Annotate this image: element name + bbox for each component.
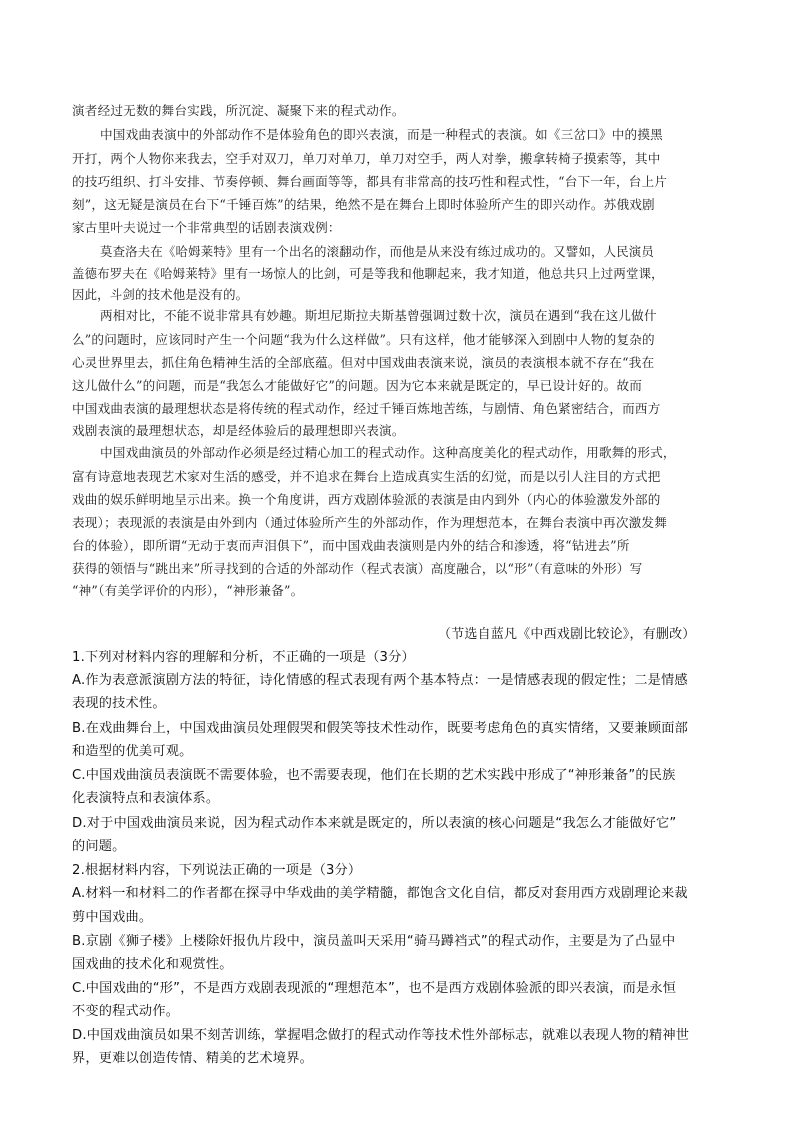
option-b: B.在戏曲舞台上，中国戏曲演员处理假哭和假笑等技术性动作，既要考虑角色的真实情绪，又要兼顾面部: [72, 721, 689, 736]
quote-line: 因此，斗剑的技术他是没有的。: [72, 287, 249, 302]
option-a: A.作为表意派演剧方法的特征，诗化情感的程式表现有两个基本特点：一是情感表现的假定性；二是情感: [72, 673, 688, 688]
option-c-continued: 化表演特点和表演体系。: [72, 791, 220, 806]
option-b-continued: 和造型的优美可观。: [72, 744, 193, 759]
passage-line: 中国戏曲表演的最理想状态是将传统的程式动作，经过千锤百炼地苦练，与剧情、角色紧密结合，而西方: [72, 401, 661, 416]
option-a-continued: 表现的技术性。: [72, 696, 166, 711]
option-d: D.中国戏曲演员如果不刻苦训练，掌握唱念做打的程式动作等技术性外部标志，就难以表现人物的精神世: [72, 1028, 690, 1043]
passage-line: 么”的问题时，应该同时产生一个问题“我为什么这样做”。只有这样，他才能够深入到剧中人物的复杂的: [72, 332, 655, 347]
passage-line: 戏剧表演的最理想状态，却是经体验后的最理想即兴表演。: [72, 423, 405, 438]
passage-line: 表现）；表现派的表演是由外到内（通过体验所产生的外部动作，作为理想范本，在舞台表演中再次激发舞: [72, 515, 668, 530]
passage-line: 获得的领悟与“跳出来”所寻找到的合适的外部动作（程式表演）高度融合，以“形”（有意味的外形）写: [72, 561, 643, 576]
passage-line: 富有诗意地表现艺术家对生活的感受，并不追求在舞台上造成真实生活的幻觉，而是以引人注目的方式把: [72, 469, 661, 484]
passage-line: 中国戏曲演员的外部动作必须是经过精心加工的程式动作。这种高度美化的程式动作，用歌舞的形式，: [100, 445, 676, 460]
option-a: A.材料一和材料二的作者都在探寻中华戏曲的美学精髓，都饱含文化自信，都反对套用西方戏剧理论来裁: [72, 886, 688, 901]
passage-line: 演者经过无数的舞台实践，所沉淀、凝聚下来的程式动作。: [72, 103, 405, 118]
option-b-continued: 国戏曲的技术化和观赏性。: [72, 957, 233, 972]
option-c-continued: 不变的程式动作。: [72, 1004, 180, 1019]
source-citation: （节选自蓝凡《中西戏剧比较论》，有删改）: [438, 627, 696, 642]
passage-line: 戏曲的娱乐鲜明地呈示出来。换一个角度讲，西方戏剧体验派的表演是由内到外（内心的体验激发外部的: [72, 492, 661, 507]
question-stem: 2.根据材料内容，下列说法正确的一项是（3分）: [72, 863, 362, 878]
passage-line: “神”（有美学评价的内形），“神形兼备”。: [72, 583, 304, 598]
option-c: C.中国戏曲演员表演既不需要体验，也不需要表现，他们在长期的艺术实践中形成了“神形兼备”的民族: [72, 768, 676, 783]
passage-line: 家古里叶夫说过一个非常典型的话剧表演戏例：: [72, 220, 341, 235]
option-c: C.中国戏曲的“形”，不是西方戏剧表现派的“理想范本”，也不是西方戏剧体验派的即兴表演，而是永恒: [72, 981, 677, 996]
passage-line: 这儿做什么”的问题，而是“我怎么才能做好它”的问题。因为它本来就是既定的，早已设计好的。故而: [72, 378, 643, 393]
passage-line: 台的体验），即所谓“无动于衷而声泪俱下”，而中国戏曲表演则是内外的结合和渗透，将“钻进去”所: [72, 538, 630, 553]
option-d-continued: 的问题。: [72, 839, 126, 854]
passage-line: 心灵世界里去，抓住角色精神生活的全部底蕴。但对中国戏曲表演来说，演员的表演根本就不存在“我在: [72, 355, 655, 370]
passage-line: 的技巧组织、打斗安排、节奏停顿、舞台画面等等，都具有非常高的技巧性和程式性，“台下一年，台上片: [72, 174, 668, 189]
question-stem: 1.下列对材料内容的理解和分析，不正确的一项是（3分）: [72, 650, 415, 665]
option-a-continued: 剪中国戏曲。: [72, 910, 153, 925]
option-d-continued: 界，更难以创造传情、精美的艺术境界。: [72, 1051, 313, 1066]
passage-line: 刻”，这无疑是演员在台下“千锤百炼”的结果，绝然不是在舞台上即时体验所产生的即兴动作。苏俄戏剧: [72, 197, 655, 212]
quote-line: 盖德布罗夫在《哈姆莱特》里有一场惊人的比剑，可是等我和他聊起来，我才知道，他总共只上过两堂课，: [72, 266, 664, 281]
passage-line: 两相对比，不能不说非常具有妙趣。斯坦尼斯拉夫斯基曾强调过数十次，演员在遇到“我在这儿做什: [100, 308, 657, 323]
option-d: D.对于中国戏曲演员来说，因为程式动作本来就是既定的，所以表演的核心问题是“我怎么才能做好它”: [72, 816, 677, 831]
passage-line: 开打，两个人物你来我去，空手对双刀，单刀对单刀，单刀对空手，两人对拳，搬拿转椅子摸索等，其中: [72, 151, 661, 166]
passage-line: 中国戏曲表演中的外部动作不是体验角色的即兴表演，而是一种程式的表演。如《三岔口》中的摸黑: [100, 127, 663, 142]
option-b: B.京剧《狮子楼》上楼除奸报仇片段中，演员盖叫天采用“骑马蹲裆式”的程式动作，主要是为了凸显中: [72, 934, 676, 949]
quote-line: 莫查洛夫在《哈姆莱特》里有一个出名的滚翻动作，而他是从来没有练过成功的。又譬如，人民演员: [100, 244, 654, 259]
